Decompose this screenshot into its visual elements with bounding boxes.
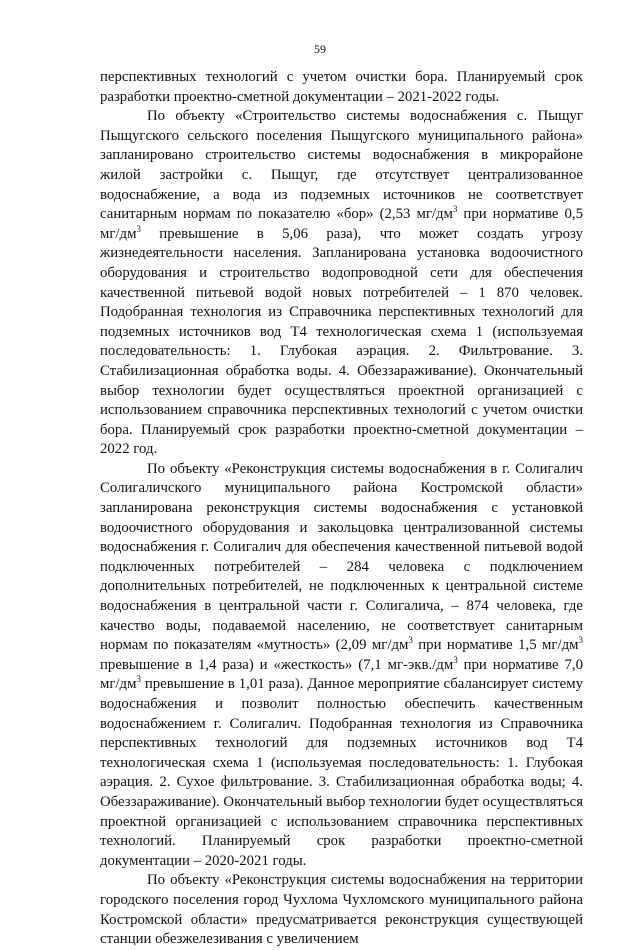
paragraph: По объекту «Реконструкция системы водоснабжения в г. Солигалич Солигаличского муниципального района Костромской области» запланирована реконструкция системы водоснабжения с установкой водоочистного оборудования и закольцовка централизованной системы водоснабжения г. Солигалич для обеспечения качественной питьевой водой подключенных потребителей – 284 человека с подключением дополнительных потребителей, не подключенных к центральной системе водоснабжения в центральной части г. Солигалича, – 874 человека, где качество воды, подаваемой населению, не соответствует санитарным нормам по показателям «мутность» (2,09 $мг/дм^3$ при нормативе 1,5 $мг/дм^3$ превышение в 1,4 раза) и «жесткость» (7,1 $мг-экв./дм^3$ при нормативе 7,0 $мг/дм^3$ превышение в 1,01 раза). Данное мероприятие сбалансирует систему водоснабжения и позволит полностью обеспечить качественным водоснабжением г. Солигалич. Подобранная технология из Справочника перспективных технологий для подземных источников вод Т4 технологическая схема 1 (используемая последовательность: 1. Глубокая аэрация. 2. Сухое фильтрование. 3. Стабилизационная обработка воды; 4. Обеззараживание). Окончательный выбор технологии будет осуществляться проектной организацией с использованием справочника перспективных технологий. Планируемый срок разработки проектно-сметной документации – 2020-2021 годы. [100, 460, 583, 869]
page-number: 59 [314, 42, 326, 56]
paragraph: По объекту «Строительство системы водоснабжения с. Пыщуг Пыщугского сельского поселения Пыщугского муниципального района» запланировано строительство системы водоснабжения в микрорайоне жилой застройки с. Пыщуг, где отсутствует централизованное водоснабжение, а вода из подземных источников не соответствует санитарным нормам по показателю «бор» (2,53 $мг/дм^3$ при нормативе 0,5 $мг/дм^3$ превышение в 5,06 раза), что может создать угрозу жизнедеятельности населения. Запланирована установка водоочистного оборудования и строительство водопроводной сети для обеспечения качественной питьевой водой новых потребителей – 1 870 человек. Подобранная технология из Справочника перспективных технологий для подземных источников вод Т4 технологическая схема 1 (используемая последовательность: 1. Глубокая аэрация. 2. Фильтрование. 3. Стабилизационная обработка воды. 4. Обеззараживание). Окончательный выбор технологии будет осуществляться проектной организацией с использованием справочника перспективных технологий с учетом очистки бора. Планируемый срок разработки проектно-сметной документации – 2022 год. [100, 108, 583, 458]
document-body [100, 68, 583, 950]
paragraph: перспективных технологий с учетом очистки бора. Планируемый срок разработки проектно-сметной документации – 2021-2022 годы. [100, 69, 583, 105]
paragraph: По объекту «Реконструкция системы водоснабжения на территории городского поселения город Чухлома Чухломского муниципального района Костромской области» предусматривается реконструкция существующей станции обезжелезивания с увеличением [100, 872, 583, 948]
